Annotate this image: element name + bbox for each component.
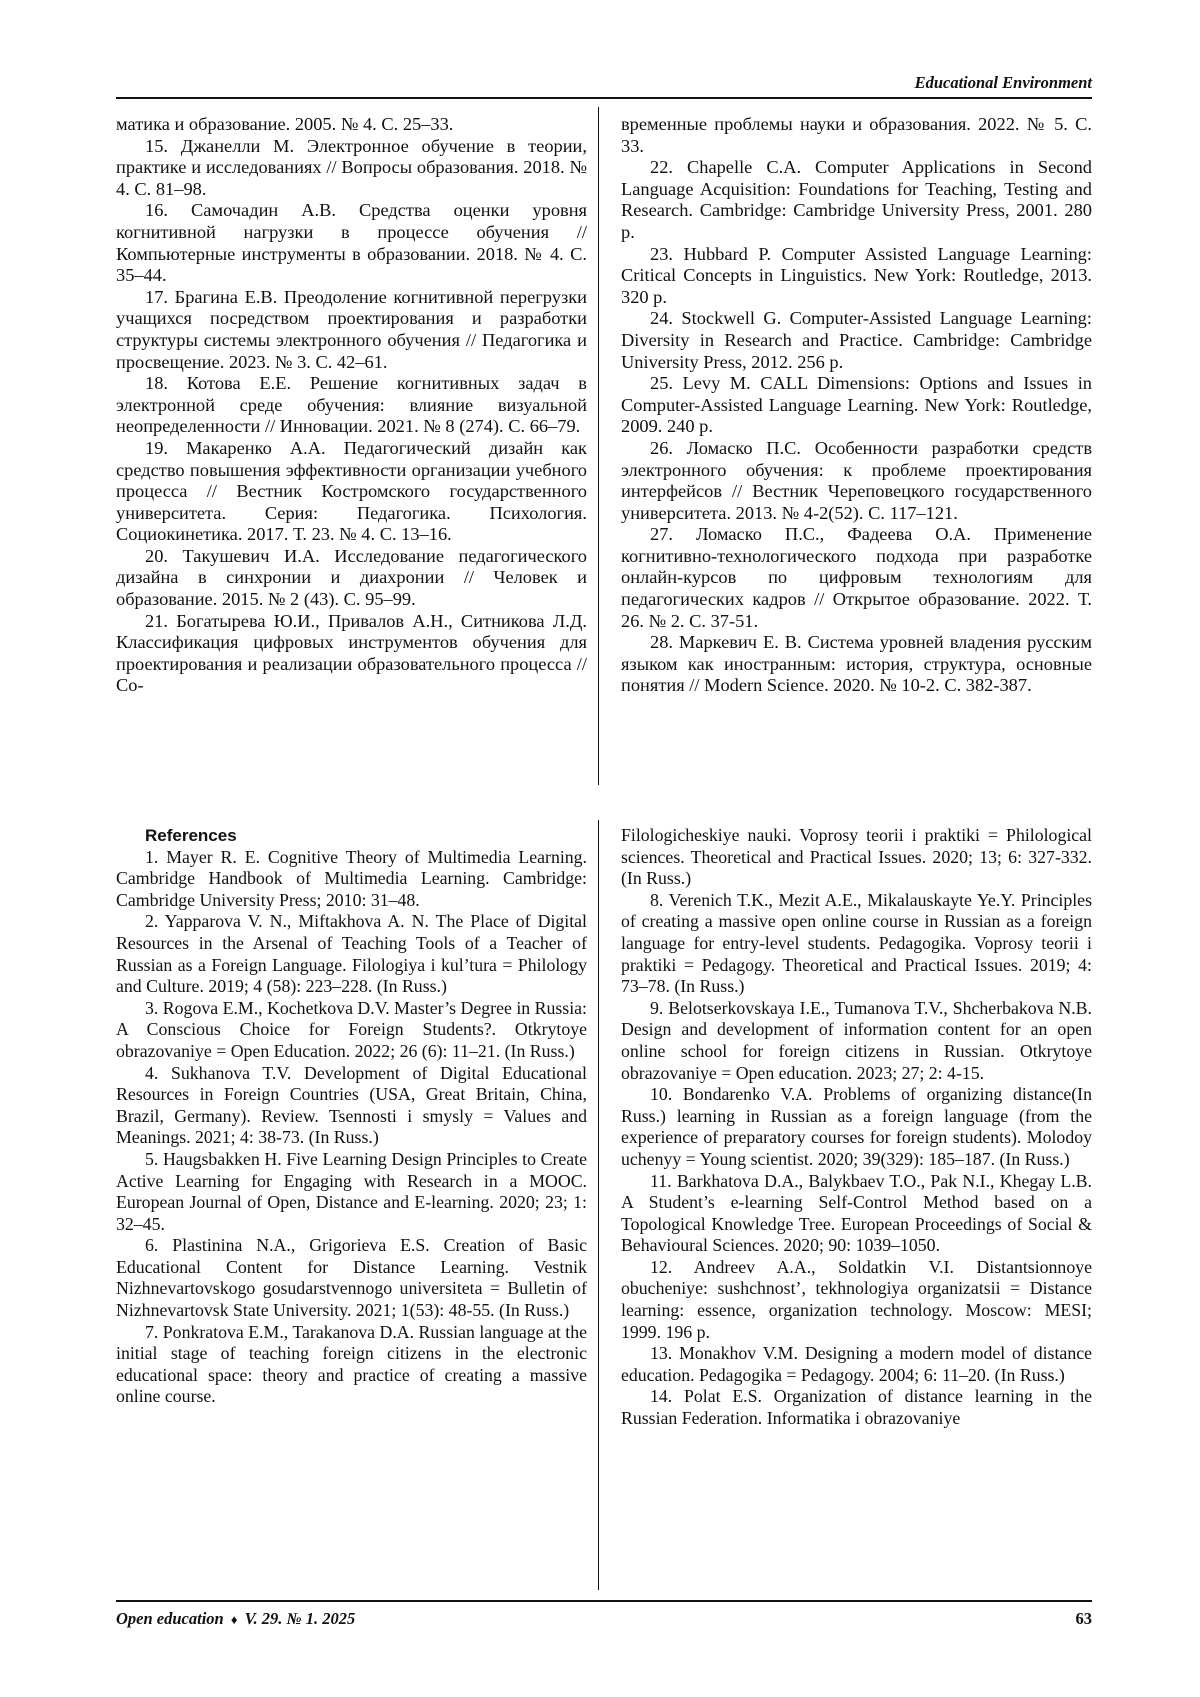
ru-ref-17: 17. Брагина Е.В. Преодоление когнитивной перегрузки учащихся посредством проектирования и разработки структуры системы электронного обучения // Педагогика и просвещение. 2023. № 3. С. 42–61. — [116, 286, 587, 372]
header-rule — [116, 97, 1092, 99]
en-ref-7: 7. Ponkratova E.M., Tarakanova D.A. Russian language at the initial stage of teaching foreign citizens in the electronic educational space: theory and practice of creating a massive online course. — [116, 1321, 587, 1407]
en-ref-6: 6. Plastinina N.A., Grigorieva E.S. Creation of Basic Educational Content for Distance Learning. Vestnik Nizhnevartovskogo gosudarstvennogo universiteta = Bulletin of Nizhnevartovsk State University. 2021; 1(53): 48-55. (In Russ.) — [116, 1235, 587, 1321]
en-ref-7-continued: Filologicheskiye nauki. Voprosy teorii i praktiki = Philological sciences. Theoretical and Practical Issues. 2020; 13; 6: 327-332. (In Russ.) — [621, 825, 1092, 889]
ru-ref-18: 18. Котова Е.Е. Решение когнитивных задач в электронной среде обучения: влияние визуальной неопределенности // Инновации. 2021. № 8 (274). С. 66–79. — [116, 373, 587, 437]
ru-ref-24: 24. Stockwell G. Computer-Assisted Language Learning: Diversity in Research and Practice. Cambridge: Cambridge University Press, 2012. 256 p. — [621, 308, 1092, 372]
ru-ref-15: 15. Джанелли М. Электронное обучение в теории, практике и исследованиях // Вопросы образования. 2018. № 4. С. 81–98. — [116, 135, 587, 199]
footer-issue: V. 29. № 1. 2025 — [244, 1609, 356, 1628]
ru-ref-26: 26. Ломаско П.С. Особенности разработки средств электронного обучения: к проблеме проектирования интерфейсов // Вестник Череповецкого государственного университета. 2013. № 4-2(52). С. 117–121. — [621, 437, 1092, 523]
en-ref-9: 9. Belotserkovskaya I.E., Tumanova T.V., Shcherbakova N.B. Design and development of information content for an open online school for foreign citizens in Russian. Otkrytoye obrazovaniye = Open education. 2023; 27; 2: 4-15. — [621, 997, 1092, 1083]
ru-refs-right-column — [621, 114, 1092, 697]
ru-ref-20: 20. Такушевич И.А. Исследование педагогического дизайна в синхронии и диахронии // Человек и образование. 2015. № 2 (43). С. 95–99. — [116, 545, 587, 610]
ru-ref-22: 22. Chapelle C.A. Computer Applications in Second Language Acquisition: Foundations for Teaching, Testing and Research. Cambridge: Cambridge University Press, 2001. 280 p. — [621, 157, 1092, 242]
en-refs-left-column — [116, 825, 587, 1408]
en-ref-14: 14. Polat E.S. Organization of distance learning in the Russian Federation. Informatika i obrazovaniye — [621, 1386, 1092, 1429]
ru-ref-19: 19. Макаренко А.А. Педагогический дизайн как средство повышения эффективности организации учебного процесса // Вестник Костромского государственного университета. Серия: Педагогика. Психология. Социокинетика. 2017. Т. 23. № 4. С. 13–16. — [116, 437, 587, 545]
column-divider-upper — [598, 107, 599, 785]
page-number: 63 — [1075, 1609, 1092, 1628]
footer-journal-info — [116, 1609, 355, 1629]
en-ref-10: 10. Bondarenko V.A. Problems of organizing distance(In Russ.) learning in Russian as a foreign language (from the experience of preparatory courses for foreign students). Molodoy uchenyy = Young scientist. 2020; 39(329): 185–187. (In Russ.) — [621, 1084, 1092, 1169]
en-ref-3: 3. Rogova E.M., Kochetkova D.V. Master’s Degree in Russia: A Conscious Choice for Foreign Students?. Otkrytoye obrazovaniye = Open Education. 2022; 26 (6): 11–21. (In Russ.) — [116, 997, 587, 1061]
ru-refs-left-column — [116, 114, 587, 697]
ru-ref-27: 27. Ломаско П.С., Фадеева О.А. Применение когнитивно-технологического подхода при разработке онлайн-курсов по цифровым технологиям для педагогических кадров // Открытое образование. 2022. Т. 26. № 2. С. 37-51. — [621, 524, 1092, 631]
running-header: Educational Environment — [914, 73, 1092, 92]
ru-ref-28: 28. Маркевич Е. В. Система уровней владения русским языком как иностранным: история, структура, основные понятия // Modern Science. 2020. № 10-2. С. 382-387. — [621, 632, 1092, 696]
ru-ref-21-continued: временные проблемы науки и образования. 2022. № 5. С. 33. — [621, 114, 1092, 156]
en-ref-2: 2. Yapparova V. N., Miftakhova A. N. The Place of Digital Resources in the Arsenal of Teaching Tools of a Teacher of Russian as a Foreign Language. Filologiya i kul’tura = Philology and Culture. 2019; 4 (58): 223–228. (In Russ.) — [116, 911, 587, 997]
en-ref-8: 8. Verenich T.K., Mezit A.E., Mikalauskayte Ye.Y. Principles of creating a massive open online course in Russian as a foreign language for entry-level students. Pedagogika. Voprosy teorii i praktiki = Pedagogy. Theoretical and Practical Issues. 2019; 4: 73–78. (In Russ.) — [621, 889, 1092, 997]
footer-rule — [116, 1600, 1092, 1602]
en-ref-12: 12. Andreev A.A., Soldatkin V.I. Distantsionnoye obucheniye: sushchnost’, tekhnologiya organizatsii = Distance learning: essence, organization technology. Moscow: MESI; 1999. 196 p. — [621, 1256, 1092, 1342]
en-ref-4: 4. Sukhanova T.V. Development of Digital Educational Resources in Foreign Countries (USA, Great Britain, China, Brazil, Germany). Review. Tsennosti i smysly = Values and Meanings. 2021; 4: 38-73. (In Russ.) — [116, 1062, 587, 1148]
ru-ref-21: 21. Богатырева Ю.И., Привалов А.Н., Ситникова Л.Д. Классификация цифровых инструментов обучения для проектирования и реализации образовательного процесса // Со- — [116, 610, 587, 696]
footer-journal-name: Open education — [116, 1609, 224, 1628]
ru-ref-16: 16. Самочадин А.В. Средства оценки уровня когнитивной нагрузки в процессе обучения // Компьютерные инструменты в образовании. 2018. № 4. С. 35–44. — [116, 200, 587, 286]
en-ref-13: 13. Monakhov V.M. Designing a modern model of distance education. Pedagogika = Pedagogy. 2004; 6: 11–20. (In Russ.) — [621, 1343, 1092, 1385]
en-ref-5: 5. Haugsbakken H. Five Learning Design Principles to Create Active Learning for Engaging with Research in a MOOC. European Journal of Open, Distance and E-learning. 2020; 23; 1: 32–45. — [116, 1148, 587, 1234]
ru-ref-25: 25. Levy M. CALL Dimensions: Options and Issues in Computer-Assisted Language Learning. New York: Routledge, 2009. 240 p. — [621, 373, 1092, 437]
ru-ref-23: 23. Hubbard P. Computer Assisted Language Learning: Critical Concepts in Linguistics. New York: Routledge, 2013. 320 p. — [621, 243, 1092, 307]
references-heading: References — [145, 826, 237, 845]
ru-ref-14-continued: матика и образование. 2005. № 4. С. 25–33. — [116, 114, 454, 134]
en-ref-1: 1. Mayer R. E. Cognitive Theory of Multimedia Learning. Cambridge Handbook of Multimedia Learning. Cambridge: Cambridge University Press; 2010: 31–48. — [116, 846, 587, 910]
en-refs-right-column — [621, 825, 1092, 1430]
en-ref-11: 11. Barkhatova D.A., Balykbaev T.O., Pak N.I., Khegay L.B. A Student’s e-learning Self-Control Method based on a Topological Knowledge Tree. European Proceedings of Social & Behavioural Sciences. 2020; 90: 1039–1050. — [621, 1170, 1092, 1256]
column-divider-lower — [598, 820, 599, 1590]
diamond-icon: ♦ — [230, 1612, 238, 1627]
